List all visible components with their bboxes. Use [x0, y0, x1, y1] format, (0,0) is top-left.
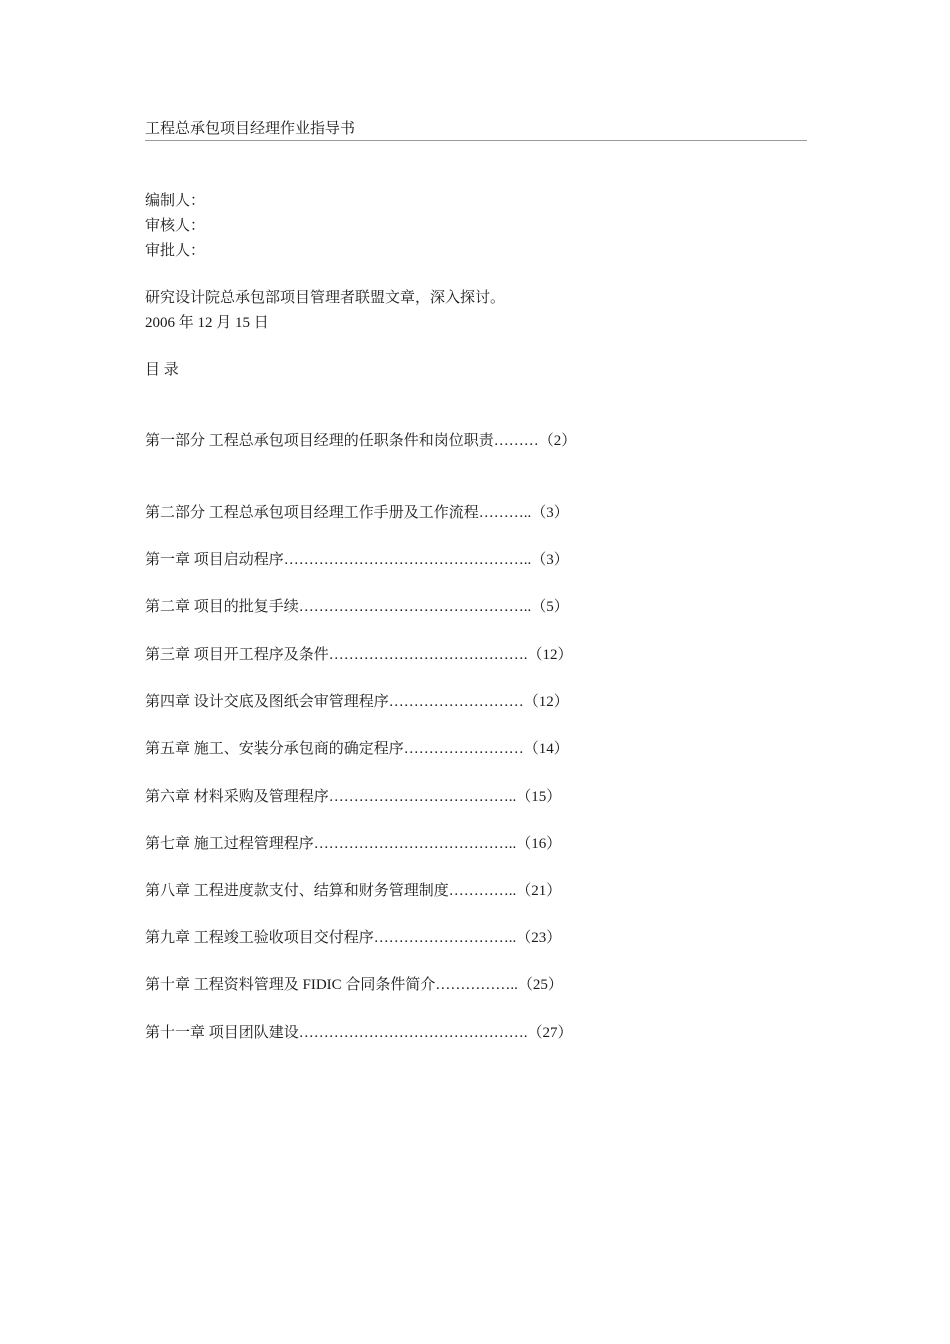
- toc-entry: 第四章 设计交底及图纸会审管理程序………………………（12）: [145, 694, 569, 710]
- toc-entry: 第十一章 项目团队建设……………………………………….（27）: [145, 1025, 573, 1041]
- approver-label: 审批人：: [145, 243, 206, 259]
- intro-text: 研究设计院总承包部项目管理者联盟文章，深入探讨。: [145, 290, 506, 306]
- header-divider: [145, 140, 807, 141]
- toc-entry: 第一章 项目启动程序…………………………………………..（3）: [145, 552, 569, 568]
- toc-entry: 第十章 工程资料管理及 FIDIC 合同条件简介……………..（25）: [145, 977, 563, 993]
- toc-entry: 第一部分 工程总承包项目经理的任职条件和岗位职责………（2）: [145, 433, 577, 449]
- toc-entry: 第八章 工程进度款支付、结算和财务管理制度…………..（21）: [145, 883, 562, 899]
- compiler-label: 编制人：: [145, 193, 206, 209]
- toc-entry: 第三章 项目开工程序及条件………………………………….（12）: [145, 647, 573, 663]
- document-date: 2006 年 12 月 15 日: [145, 315, 269, 331]
- toc-entry: 第七章 施工过程管理程序…………………………………..（16）: [145, 836, 562, 852]
- toc-entry: 第二部分 工程总承包项目经理工作手册及工作流程………..（3）: [145, 505, 569, 521]
- toc-entry: 第二章 项目的批复手续………………………………………..（5）: [145, 599, 569, 615]
- toc-heading: 目 录: [145, 362, 179, 378]
- toc-entry: 第五章 施工、安装分承包商的确定程序……………………（14）: [145, 741, 569, 757]
- reviewer-label: 审核人：: [145, 218, 206, 234]
- page-header-title: 工程总承包项目经理作业指导书: [145, 121, 356, 137]
- toc-entry: 第六章 材料采购及管理程序………………………………..（15）: [145, 789, 562, 805]
- toc-entry: 第九章 工程竣工验收项目交付程序………………………..（23）: [145, 930, 562, 946]
